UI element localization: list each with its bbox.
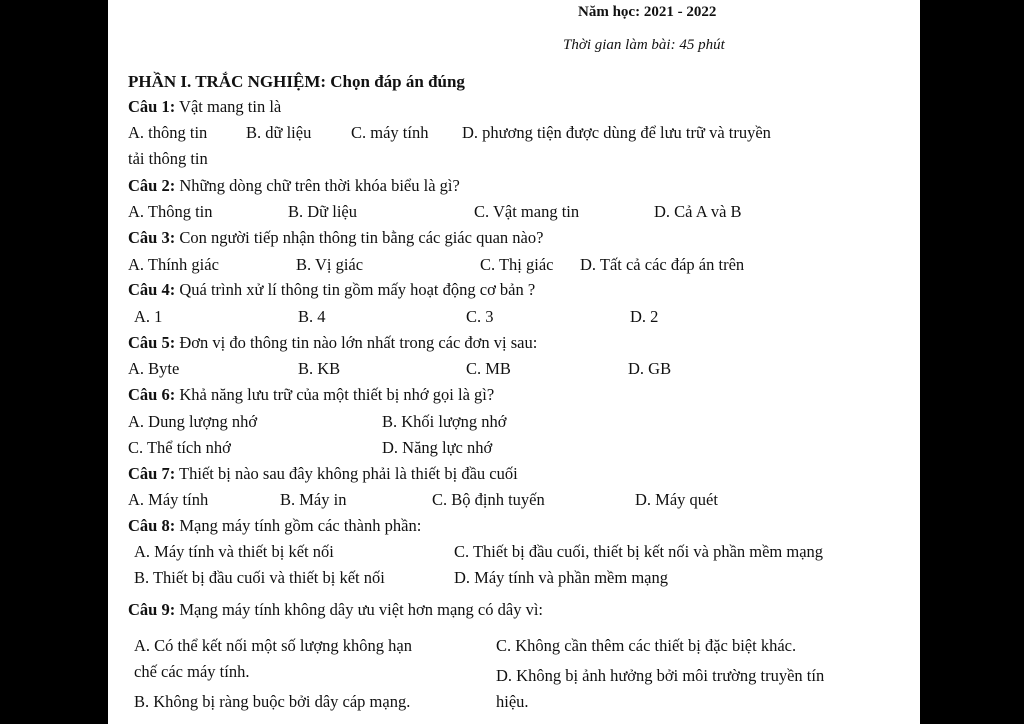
q3-option-c: C. Thị giác [480, 255, 554, 274]
q9-option-b: B. Không bị ràng buộc bởi dây cáp mạng. [134, 692, 411, 711]
q1-option-d: D. phương tiện được dùng để lưu trữ và truyền [462, 123, 771, 142]
q3-option-a: A. Thính giác [128, 255, 219, 274]
q1-option-a: A. thông tin [128, 123, 208, 142]
question-4: Câu 4: Quá trình xử lí thông tin gồm mấy hoạt động cơ bản ? [128, 280, 536, 299]
question-6: Câu 6: Khả năng lưu trữ của một thiết bị nhớ gọi là gì? [128, 385, 495, 404]
question-3: Câu 3: Con người tiếp nhận thông tin bằng các giác quan nào? [128, 228, 544, 247]
question-8: Câu 8: Mạng máy tính gồm các thành phần: [128, 516, 422, 535]
q2-option-b: B. Dữ liệu [288, 202, 357, 221]
q3-option-b: B. Vị giác [296, 255, 364, 274]
q8-option-c: C. Thiết bị đầu cuối, thiết bị kết nối và phần mềm mạng [454, 542, 824, 561]
section-title: PHẦN I. TRẮC NGHIỆM: Chọn đáp án đúng [128, 72, 465, 91]
q6-option-d: D. Năng lực nhớ [382, 438, 493, 457]
q7-option-a: A. Máy tính [128, 490, 209, 509]
q4-option-c: C. 3 [466, 307, 494, 326]
exam-duration: Thời gian làm bài: 45 phút [563, 37, 725, 53]
q7-option-d: D. Máy quét [635, 490, 718, 509]
q3-option-d: D. Tất cả các đáp án trên [580, 255, 745, 274]
q9-option-a: A. Có thể kết nối một số lượng không hạn [134, 636, 412, 655]
q8-option-d: D. Máy tính và phần mềm mạng [454, 568, 669, 587]
school-year: Năm học: 2021 - 2022 [578, 4, 717, 20]
q9-option-d-cont: hiệu. [496, 692, 529, 711]
q4-option-a: A. 1 [134, 307, 163, 326]
exam-page [108, 0, 920, 724]
q8-option-a: A. Máy tính và thiết bị kết nối [134, 542, 334, 561]
q9-option-a-cont: chế các máy tính. [134, 662, 250, 681]
question-5: Câu 5: Đơn vị đo thông tin nào lớn nhất trong các đơn vị sau: [128, 333, 538, 352]
q5-option-b: B. KB [298, 359, 341, 378]
q9-option-c: C. Không cần thêm các thiết bị đặc biệt khác. [496, 636, 797, 655]
q5-option-a: A. Byte [128, 359, 180, 378]
q1-option-b: B. dữ liệu [246, 123, 312, 142]
q6-option-c: C. Thể tích nhớ [128, 438, 231, 457]
q2-option-c: C. Vật mang tin [474, 202, 580, 221]
q1-option-d-cont: tải thông tin [128, 149, 208, 168]
question-7: Câu 7: Thiết bị nào sau đây không phải là thiết bị đầu cuối [128, 464, 518, 483]
q4-option-d: D. 2 [630, 307, 659, 326]
q7-option-c: C. Bộ định tuyến [432, 490, 545, 509]
q7-option-b: B. Máy in [280, 490, 347, 509]
q1-option-c: C. máy tính [351, 123, 429, 142]
q5-option-d: D. GB [628, 359, 672, 378]
q2-option-d: D. Cả A và B [654, 202, 742, 221]
q8-option-b: B. Thiết bị đầu cuối và thiết bị kết nối [134, 568, 385, 587]
q6-option-a: A. Dung lượng nhớ [128, 412, 258, 431]
q9-option-d: D. Không bị ảnh hưởng bởi môi trường truyền tín [496, 666, 825, 685]
question-2: Câu 2: Những dòng chữ trên thời khóa biểu là gì? [128, 176, 460, 195]
q2-option-a: A. Thông tin [128, 202, 213, 221]
question-1: Câu 1: Vật mang tin là [128, 97, 282, 116]
q5-option-c: C. MB [466, 359, 511, 378]
q6-option-b: B. Khối lượng nhớ [382, 412, 507, 431]
question-9: Câu 9: Mạng máy tính không dây ưu việt hơn mạng có dây vì: [128, 600, 543, 619]
q4-option-b: B. 4 [298, 307, 326, 326]
